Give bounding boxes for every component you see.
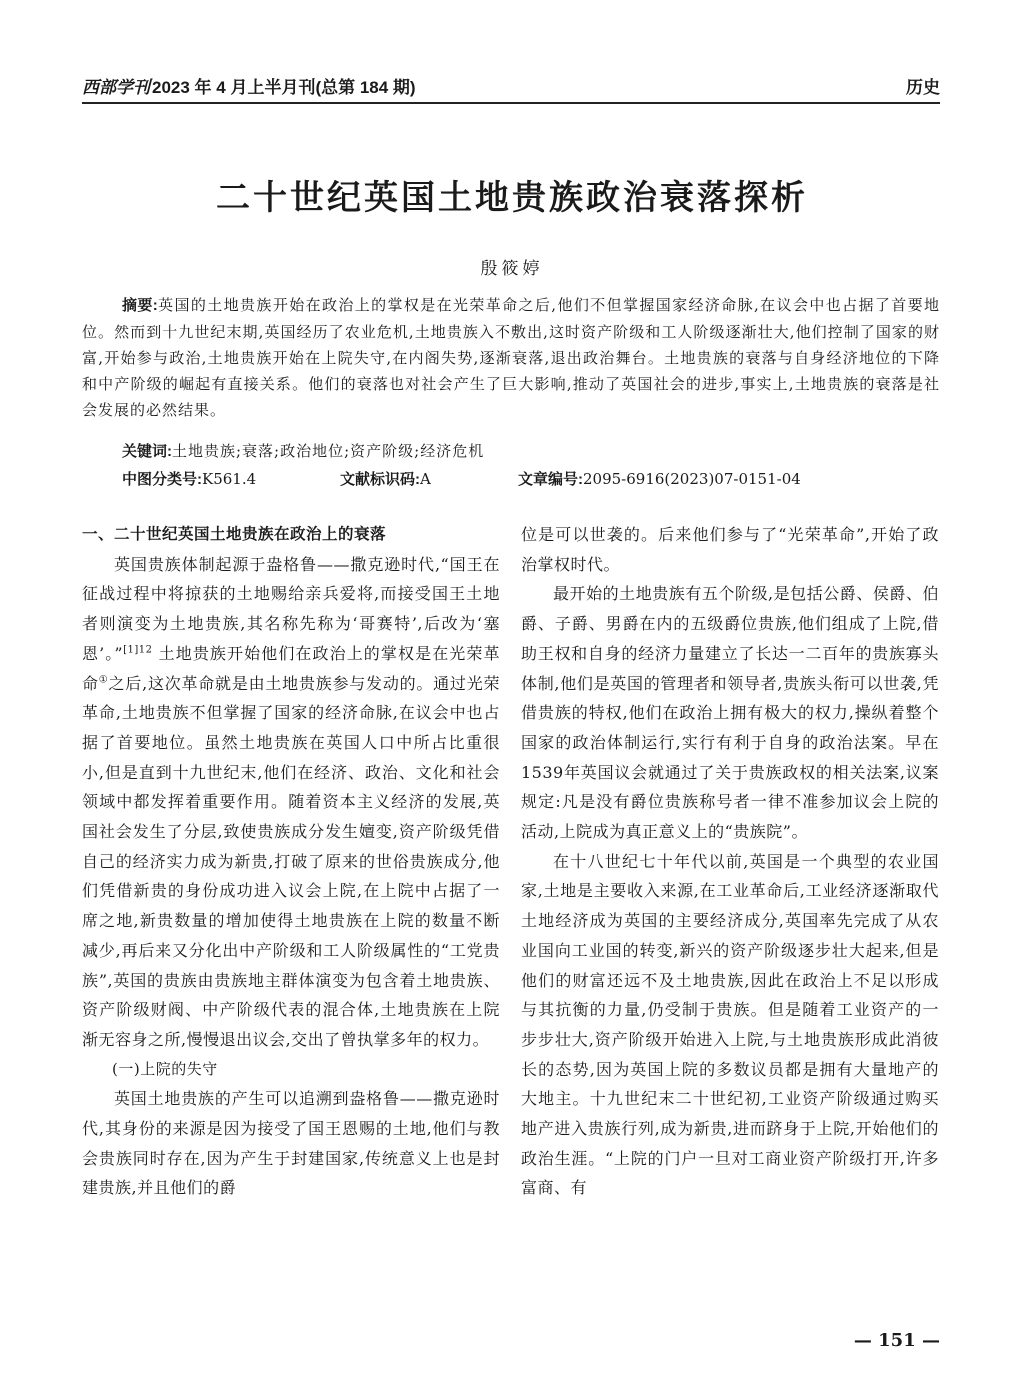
article-label: 文章编号: (518, 471, 583, 488)
article-number (518, 466, 801, 493)
abstract (82, 292, 940, 423)
issue-info: 2023 年 4 月上半月刊(总第 184 期) (152, 78, 416, 97)
paragraph-text: 土地贵族开始他们在政治上的掌权是在光荣革命 (82, 643, 500, 693)
clc-value: K561.4 (202, 470, 257, 488)
keywords-text: 土地贵族;衰落;政治地位;资产阶级;经济危机 (172, 442, 485, 460)
keywords (122, 438, 940, 465)
author-name: 殷筱婷 (480, 259, 544, 279)
page-number: — 151 — (853, 1330, 940, 1351)
right-column (521, 520, 939, 1203)
keywords-label: 关键词: (122, 443, 172, 460)
running-header (82, 70, 940, 104)
doc-value: A (420, 470, 431, 488)
doc-label: 文献标识码: (340, 471, 420, 488)
subsection-heading: (一)上院的失守 (112, 1059, 218, 1078)
citation-ref: [1]12 (123, 644, 153, 656)
document-code (340, 466, 518, 493)
paragraph-text: 之后,这次革命就是由土地贵族参与发动的。通过光荣革命,土地贵族不但掌握了国家的经济命脉,在议会中也占据了首要地位。虽然土地贵族在英国人口中所占比重很小,但是直到十九世纪末,他们在经济、政治、文化和社会领域中都发挥着重要作用。随着资本主义经济的发展,英国社会发生了分层,致使贵族成分发生嬗变,资产阶级凭借自己的经济实力成为新贵,打破了原来的世俗贵族成分,他们凭借新贵的身份成功进入议会上院,在上院中占据了一席之地,新贵数量的增加使得土地贵族在上院的数量不断减少,再后来又分化出中产阶级和工人阶级属性的“工党贵族”,英国的贵族由贵族地主群体演变为包含着土地贵族、资产阶级财阀、中产阶级代表的混合体,土地贵族在上院渐无容身之所,慢慢退出议会,交出了曾执掌多年的权力。 (82, 673, 500, 1049)
journal-logo: 西部学刊 (82, 78, 150, 98)
classification-row (122, 466, 940, 493)
article-value: 2095-6916(2023)07-0151-04 (583, 470, 801, 488)
body-paragraph (82, 550, 500, 1055)
body-paragraph: 在十八世纪七十年代以前,英国是一个典型的农业国家,土地是主要收入来源,在工业革命后,工业经济逐渐取代土地经济成为英国的主要经济成分,英国率先完成了从农业国向工业国的转变,新兴的资产阶级逐步壮大起来,但是他们的财富还远不及土地贵族,因此在政治上不足以形成与其抗衡的力量,仍受制于贵族。但是随着工业资产的一步步壮大,资产阶级开始进入上院,与土地贵族形成此消彼长的态势,因为英国上院的多数议员都是拥有大量地产的大地主。十九世纪末二十世纪初,工业资产阶级通过购买地产进入贵族行列,成为新贵,进而跻身于上院,开始他们的政治生涯。“上院的门户一旦对工商业资产阶级打开,许多富商、有 (521, 851, 939, 1198)
journal-info (82, 73, 416, 98)
section-heading: 一、二十世纪英国土地贵族在政治上的衰落 (82, 526, 387, 543)
body-paragraph: 位是可以世袭的。后来他们参与了“光荣革命”,开始了政治掌权时代。 (521, 525, 939, 574)
paragraph-text: 英国贵族体制起源于盎格鲁——撒克逊时代,“国王在征战过程中将掠获的土地赐给亲兵爱将,而接受国王土地者则演变为土地贵族,其名称先称为‘哥赛特’,后改为‘塞恩’。” (82, 554, 500, 663)
body-paragraph: 最开始的土地贵族有五个阶级,是包括公爵、侯爵、伯爵、子爵、男爵在内的五级爵位贵族,他们组成了上院,借助王权和自身的经济力量建立了长达一二百年的贵族寡头体制,他们是英国的管理者和领导者,贵族头衔可以世袭,凭借贵族的特权,他们在政治上拥有极大的权力,操纵着整个国家的政治体制运行,实行有利于自身的政治法案。早在1539年英国议会就通过了关于贵族政权的相关法案,议案规定:凡是没有爵位贵族称号者一律不准参加议会上院的活动,上院成为真正意义上的“贵族院”。 (521, 584, 939, 842)
clc-number (122, 466, 340, 493)
body-paragraph: 英国土地贵族的产生可以追溯到盎格鲁——撒克逊时代,其身份的来源是因为接受了国王恩赐的土地,他们与教会贵族同时存在,因为产生于封建国家,传统意义上也是封建贵族,并且他们的爵 (82, 1089, 500, 1198)
clc-label: 中图分类号: (122, 471, 202, 488)
abstract-label: 摘要: (122, 297, 158, 314)
abstract-text: 英国的土地贵族开始在政治上的掌权是在光荣革命之后,他们不但掌握国家经济命脉,在议会中也占据了首要地位。然而到十九世纪末期,英国经历了农业危机,土地贵族入不敷出,这时资产阶级和工人阶级逐渐壮大,他们控制了国家的财富,开始参与政治,土地贵族开始在上院失守,在内阁失势,逐渐衰落,退出政治舞台。土地贵族的衰落与自身经济地位的下降和中产阶级的崛起有直接关系。他们的衰落也对社会产生了巨大影响,推动了英国社会的进步,事实上,土地贵族的衰落是社会发展的必然结果。 (82, 296, 940, 419)
article-title: 二十世纪英国土地贵族政治衰落探析 (216, 178, 808, 218)
left-column (82, 520, 500, 1203)
footnote-marker: ① (98, 674, 109, 686)
section-name: 历史 (906, 78, 940, 97)
